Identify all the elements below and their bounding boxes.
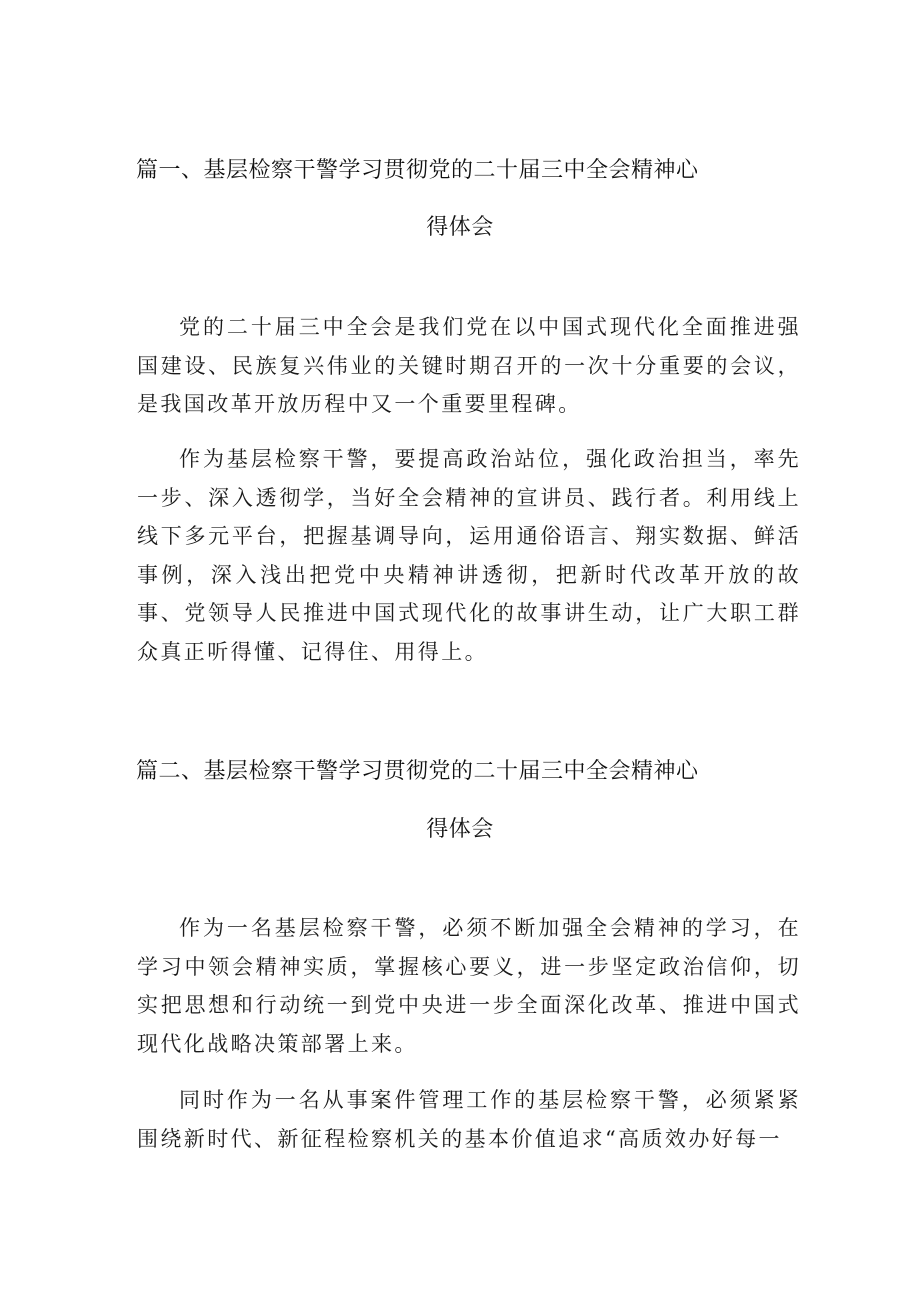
section-1-paragraph-1: 党的二十届三中全会是我们党在以中国式现代化全面推进强国建设、民族复兴伟业的关键时期召开的一次十分重要的会议，是我国改革开放历程中又一个重要里程碑。 xyxy=(137,315,801,416)
section-2-paragraph-2: 同时作为一名从事案件管理工作的基层检察干警，必须紧紧围绕新时代、新征程检察机关的基本价值追求“高质效办好每一 xyxy=(137,1088,801,1151)
section-1-paragraph-2: 作为基层检察干警，要提高政治站位，强化政治担当，率先一步、深入透彻学，当好全会精神的宣讲员、践行者。利用线上线下多元平台，把握基调导向，运用通俗语言、翔实数据、鲜活事例，深入浅出把党中央精神讲透彻，把新时代改革开放的故事、党领导人民推进中国式现代化的故事讲生动，让广大职工群众真正听得懂、记得住、用得上。 xyxy=(137,447,801,664)
section-2-heading-line-2: 得体会 xyxy=(426,817,494,842)
section-1-heading-line-1: 篇一、基层检察干警学习贯彻党的二十届三中全会精神心 xyxy=(136,158,699,183)
section-2-paragraph-1: 作为一名基层检察干警，必须不断加强全会精神的学习，在学习中领会精神实质，掌握核心要义，进一步坚定政治信仰，切实把思想和行动统一到党中央进一步全面深化改革、推进中国式现代化战略决策部署上来。 xyxy=(137,916,801,1056)
section-1-heading-line-2: 得体会 xyxy=(426,215,494,240)
section-2-heading-line-1: 篇二、基层检察干警学习贯彻党的二十届三中全会精神心 xyxy=(136,759,699,784)
